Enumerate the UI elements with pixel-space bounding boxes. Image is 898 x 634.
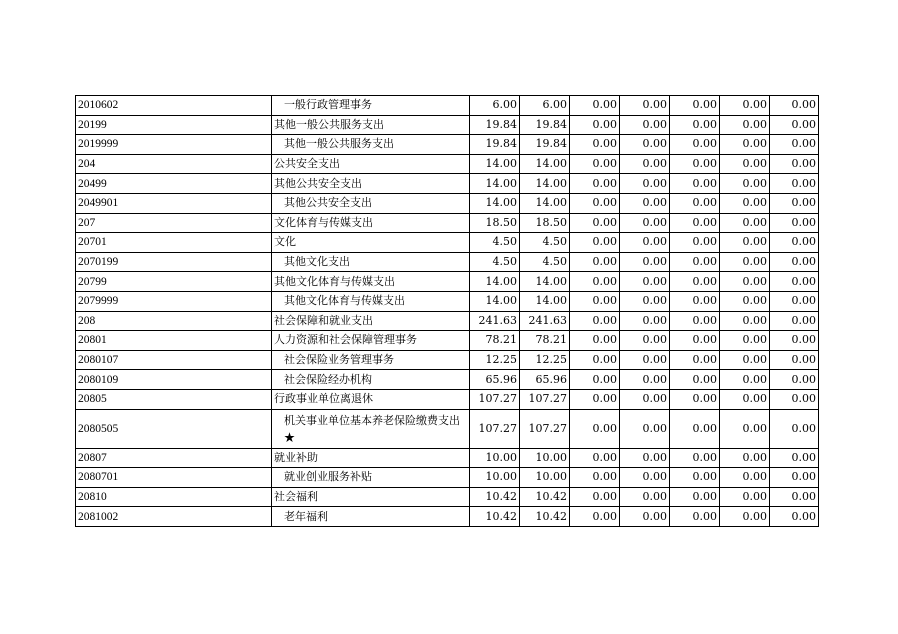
subject-code-cell: 20499 (76, 174, 272, 194)
table-row (76, 331, 819, 351)
amount-cell: 65.96 (470, 370, 520, 390)
amount-cell: 0.00 (770, 154, 819, 174)
amount-cell: 0.00 (720, 448, 770, 468)
subject-code-cell: 2049901 (76, 193, 272, 213)
amount-cell: 0.00 (720, 272, 770, 292)
subject-code-cell: 20701 (76, 233, 272, 253)
amount-cell: 0.00 (770, 350, 819, 370)
amount-cell: 0.00 (670, 272, 720, 292)
subject-code-cell: 2010602 (76, 96, 272, 116)
amount-cell: 0.00 (770, 389, 819, 409)
subject-name-cell: 社会保险经办机构 (272, 370, 470, 390)
subject-code-cell: 2080109 (76, 370, 272, 390)
subject-name-cell: 社会福利 (272, 487, 470, 507)
amount-cell: 0.00 (720, 311, 770, 331)
amount-cell: 0.00 (720, 389, 770, 409)
amount-cell: 0.00 (570, 154, 620, 174)
subject-code-cell: 207 (76, 213, 272, 233)
amount-cell: 0.00 (570, 115, 620, 135)
amount-cell: 19.84 (520, 135, 570, 155)
subject-code-cell: 20799 (76, 272, 272, 292)
subject-name-cell: 其他文化体育与传媒支出 (272, 291, 470, 311)
amount-cell: 0.00 (620, 272, 670, 292)
amount-cell: 0.00 (720, 135, 770, 155)
amount-cell: 0.00 (770, 291, 819, 311)
amount-cell: 65.96 (520, 370, 570, 390)
subject-name-cell: 行政事业单位离退休 (272, 389, 470, 409)
amount-cell: 241.63 (470, 311, 520, 331)
amount-cell: 14.00 (470, 291, 520, 311)
table-row (76, 507, 819, 527)
table-row (76, 291, 819, 311)
amount-cell: 14.00 (520, 174, 570, 194)
table-row (76, 389, 819, 409)
amount-cell: 0.00 (570, 487, 620, 507)
amount-cell: 0.00 (570, 468, 620, 488)
amount-cell: 0.00 (770, 468, 819, 488)
amount-cell: 0.00 (620, 154, 670, 174)
amount-cell: 0.00 (570, 409, 620, 448)
subject-name-cell: 机关事业单位基本养老保险缴费支出★ (272, 409, 470, 448)
subject-name-cell: 就业创业服务补贴 (272, 468, 470, 488)
subject-code-cell: 2080701 (76, 468, 272, 488)
amount-cell: 0.00 (770, 193, 819, 213)
amount-cell: 0.00 (570, 291, 620, 311)
subject-code-cell: 2080107 (76, 350, 272, 370)
amount-cell: 0.00 (570, 96, 620, 116)
amount-cell: 0.00 (670, 331, 720, 351)
amount-cell: 0.00 (670, 311, 720, 331)
amount-cell: 0.00 (670, 370, 720, 390)
amount-cell: 0.00 (670, 448, 720, 468)
table-row (76, 174, 819, 194)
amount-cell: 0.00 (620, 311, 670, 331)
amount-cell: 0.00 (770, 507, 819, 527)
amount-cell: 0.00 (770, 135, 819, 155)
subject-code-cell: 2081002 (76, 507, 272, 527)
amount-cell: 0.00 (620, 193, 670, 213)
table-row (76, 193, 819, 213)
table-row (76, 233, 819, 253)
subject-name-cell: 一般行政管理事务 (272, 96, 470, 116)
table-body (76, 96, 819, 527)
amount-cell: 14.00 (470, 193, 520, 213)
amount-cell: 0.00 (620, 389, 670, 409)
amount-cell: 0.00 (720, 213, 770, 233)
amount-cell: 0.00 (670, 233, 720, 253)
subject-code-cell: 20807 (76, 448, 272, 468)
amount-cell: 0.00 (670, 291, 720, 311)
amount-cell: 0.00 (770, 331, 819, 351)
amount-cell: 0.00 (620, 174, 670, 194)
subject-name-cell: 文化体育与传媒支出 (272, 213, 470, 233)
table-row (76, 135, 819, 155)
subject-code-cell: 20805 (76, 389, 272, 409)
amount-cell: 0.00 (670, 507, 720, 527)
amount-cell: 0.00 (570, 311, 620, 331)
amount-cell: 0.00 (720, 193, 770, 213)
amount-cell: 107.27 (470, 409, 520, 448)
subject-name-cell: 文化 (272, 233, 470, 253)
amount-cell: 0.00 (770, 487, 819, 507)
amount-cell: 0.00 (720, 174, 770, 194)
amount-cell: 0.00 (720, 154, 770, 174)
amount-cell: 0.00 (720, 468, 770, 488)
subject-name-cell: 其他文化支出 (272, 252, 470, 272)
table-row (76, 154, 819, 174)
amount-cell: 19.84 (520, 115, 570, 135)
amount-cell: 0.00 (720, 291, 770, 311)
amount-cell: 4.50 (470, 252, 520, 272)
amount-cell: 0.00 (570, 370, 620, 390)
amount-cell: 14.00 (520, 193, 570, 213)
budget-expenditure-table (75, 95, 819, 527)
subject-code-cell: 20801 (76, 331, 272, 351)
amount-cell: 0.00 (770, 311, 819, 331)
amount-cell: 107.27 (520, 389, 570, 409)
amount-cell: 10.00 (520, 468, 570, 488)
amount-cell: 0.00 (670, 115, 720, 135)
subject-name-cell: 人力资源和社会保障管理事务 (272, 331, 470, 351)
amount-cell: 10.00 (520, 448, 570, 468)
amount-cell: 0.00 (770, 174, 819, 194)
amount-cell: 0.00 (770, 272, 819, 292)
amount-cell: 0.00 (620, 468, 670, 488)
table-row (76, 252, 819, 272)
amount-cell: 10.00 (470, 468, 520, 488)
subject-name-cell: 其他文化体育与传媒支出 (272, 272, 470, 292)
subject-code-cell: 20810 (76, 487, 272, 507)
table-row (76, 370, 819, 390)
amount-cell: 0.00 (670, 213, 720, 233)
amount-cell: 4.50 (520, 252, 570, 272)
amount-cell: 0.00 (570, 389, 620, 409)
amount-cell: 6.00 (520, 96, 570, 116)
amount-cell: 6.00 (470, 96, 520, 116)
subject-name-cell: 社会保险业务管理事务 (272, 350, 470, 370)
amount-cell: 0.00 (720, 96, 770, 116)
amount-cell: 0.00 (720, 233, 770, 253)
subject-name-cell: 其他一般公共服务支出 (272, 135, 470, 155)
amount-cell: 0.00 (570, 193, 620, 213)
table-row (76, 272, 819, 292)
amount-cell: 0.00 (720, 350, 770, 370)
amount-cell: 78.21 (470, 331, 520, 351)
subject-code-cell: 208 (76, 311, 272, 331)
amount-cell: 0.00 (570, 174, 620, 194)
amount-cell: 14.00 (470, 272, 520, 292)
amount-cell: 0.00 (620, 370, 670, 390)
amount-cell: 14.00 (520, 272, 570, 292)
amount-cell: 0.00 (620, 115, 670, 135)
amount-cell: 107.27 (520, 409, 570, 448)
amount-cell: 14.00 (470, 154, 520, 174)
amount-cell: 0.00 (670, 468, 720, 488)
amount-cell: 0.00 (570, 448, 620, 468)
table-row (76, 311, 819, 331)
amount-cell: 0.00 (770, 370, 819, 390)
amount-cell: 0.00 (670, 174, 720, 194)
amount-cell: 0.00 (670, 154, 720, 174)
amount-cell: 0.00 (570, 507, 620, 527)
amount-cell: 0.00 (720, 409, 770, 448)
amount-cell: 0.00 (620, 350, 670, 370)
amount-cell: 241.63 (520, 311, 570, 331)
subject-code-cell: 2080505 (76, 409, 272, 448)
subject-code-cell: 2079999 (76, 291, 272, 311)
amount-cell: 0.00 (570, 213, 620, 233)
amount-cell: 14.00 (520, 154, 570, 174)
amount-cell: 0.00 (620, 233, 670, 253)
amount-cell: 0.00 (670, 252, 720, 272)
amount-cell: 0.00 (770, 115, 819, 135)
amount-cell: 14.00 (520, 291, 570, 311)
amount-cell: 0.00 (620, 96, 670, 116)
subject-name-cell: 其他公共安全支出 (272, 174, 470, 194)
amount-cell: 0.00 (570, 331, 620, 351)
amount-cell: 0.00 (720, 507, 770, 527)
amount-cell: 0.00 (620, 252, 670, 272)
table-row (76, 350, 819, 370)
amount-cell: 0.00 (770, 213, 819, 233)
amount-cell: 12.25 (470, 350, 520, 370)
subject-name-cell: 社会保障和就业支出 (272, 311, 470, 331)
amount-cell: 19.84 (470, 135, 520, 155)
amount-cell: 0.00 (570, 272, 620, 292)
table-row (76, 487, 819, 507)
amount-cell: 4.50 (470, 233, 520, 253)
amount-cell: 12.25 (520, 350, 570, 370)
amount-cell: 10.42 (470, 487, 520, 507)
amount-cell: 0.00 (570, 350, 620, 370)
subject-name-cell: 其他公共安全支出 (272, 193, 470, 213)
amount-cell: 0.00 (770, 233, 819, 253)
amount-cell: 0.00 (720, 252, 770, 272)
amount-cell: 4.50 (520, 233, 570, 253)
amount-cell: 0.00 (720, 487, 770, 507)
amount-cell: 107.27 (470, 389, 520, 409)
amount-cell: 0.00 (670, 96, 720, 116)
amount-cell: 10.42 (520, 507, 570, 527)
amount-cell: 0.00 (770, 448, 819, 468)
amount-cell: 0.00 (620, 487, 670, 507)
amount-cell: 0.00 (770, 252, 819, 272)
amount-cell: 0.00 (620, 409, 670, 448)
amount-cell: 0.00 (620, 507, 670, 527)
amount-cell: 0.00 (570, 233, 620, 253)
amount-cell: 10.42 (520, 487, 570, 507)
amount-cell: 0.00 (770, 96, 819, 116)
table-row (76, 409, 819, 448)
amount-cell: 0.00 (570, 252, 620, 272)
amount-cell: 18.50 (520, 213, 570, 233)
amount-cell: 10.42 (470, 507, 520, 527)
amount-cell: 0.00 (620, 448, 670, 468)
amount-cell: 18.50 (470, 213, 520, 233)
table-row (76, 96, 819, 116)
amount-cell: 0.00 (670, 487, 720, 507)
amount-cell: 0.00 (670, 193, 720, 213)
table-row (76, 468, 819, 488)
subject-name-cell: 其他一般公共服务支出 (272, 115, 470, 135)
table-row (76, 115, 819, 135)
amount-cell: 14.00 (470, 174, 520, 194)
amount-cell: 0.00 (570, 135, 620, 155)
table-row (76, 213, 819, 233)
subject-name-cell: 公共安全支出 (272, 154, 470, 174)
amount-cell: 0.00 (620, 291, 670, 311)
amount-cell: 0.00 (620, 135, 670, 155)
subject-code-cell: 2070199 (76, 252, 272, 272)
amount-cell: 0.00 (670, 135, 720, 155)
amount-cell: 0.00 (670, 409, 720, 448)
subject-name-cell: 老年福利 (272, 507, 470, 527)
table-row (76, 448, 819, 468)
amount-cell: 0.00 (620, 331, 670, 351)
subject-code-cell: 2019999 (76, 135, 272, 155)
amount-cell: 0.00 (620, 213, 670, 233)
amount-cell: 10.00 (470, 448, 520, 468)
subject-code-cell: 20199 (76, 115, 272, 135)
amount-cell: 0.00 (670, 350, 720, 370)
subject-code-cell: 204 (76, 154, 272, 174)
amount-cell: 0.00 (720, 115, 770, 135)
amount-cell: 0.00 (770, 409, 819, 448)
subject-name-cell: 就业补助 (272, 448, 470, 468)
amount-cell: 0.00 (720, 331, 770, 351)
amount-cell: 78.21 (520, 331, 570, 351)
amount-cell: 0.00 (720, 370, 770, 390)
amount-cell: 0.00 (670, 389, 720, 409)
amount-cell: 19.84 (470, 115, 520, 135)
